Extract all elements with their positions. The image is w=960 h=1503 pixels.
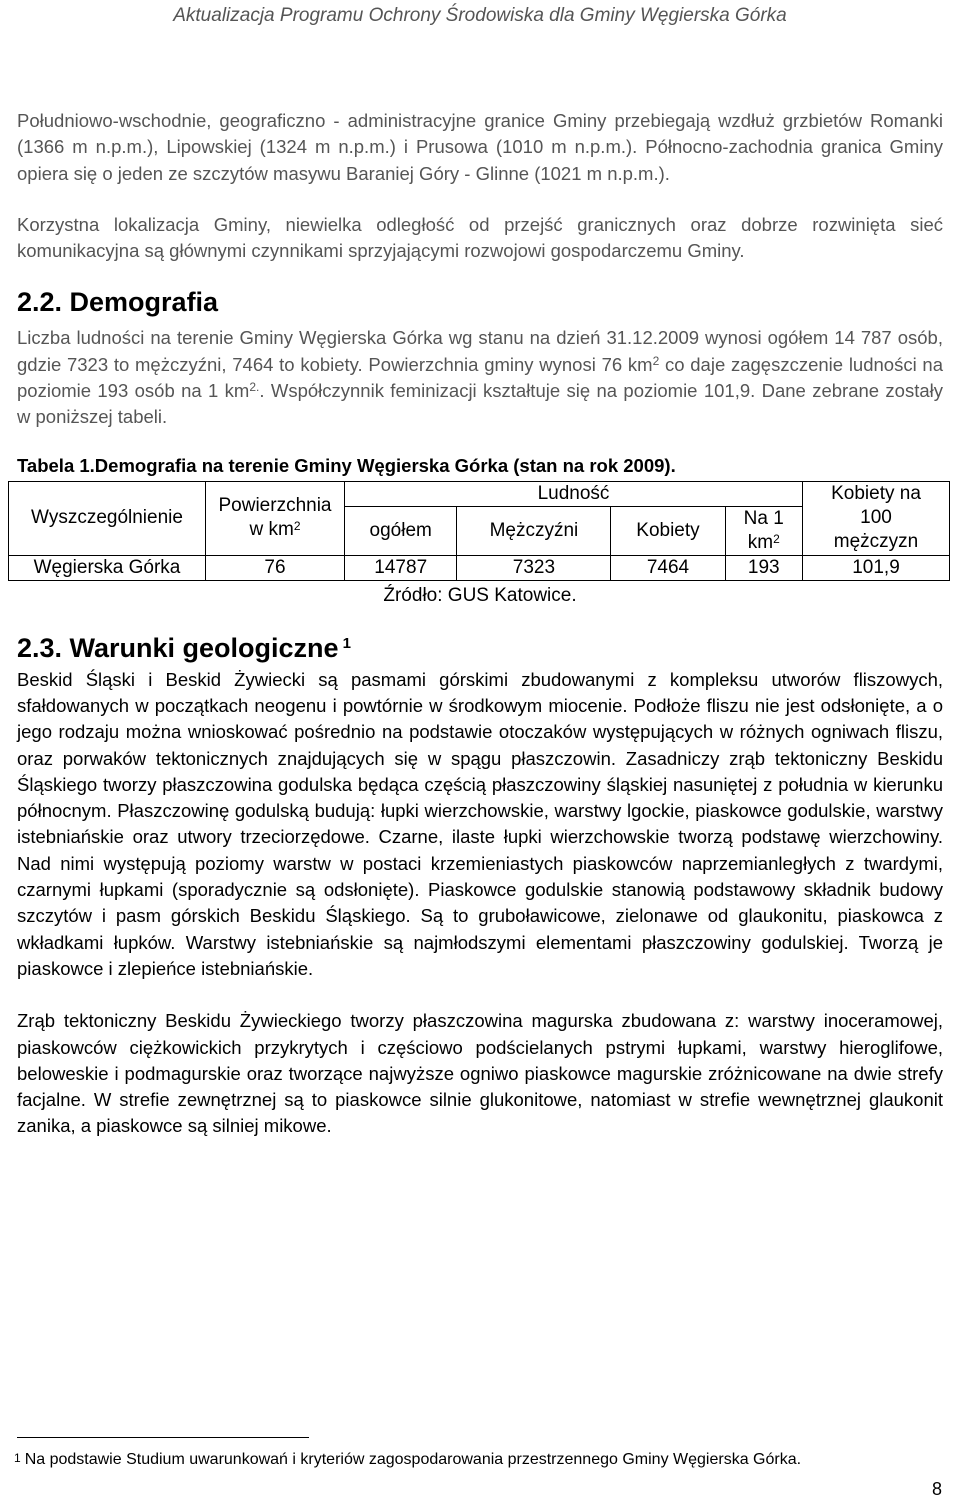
header-area-sup: 2 [293,519,301,534]
geologia-heading-text: 2.3. Warunki geologiczne [17,632,339,663]
header-population-group: Ludność [345,481,803,506]
paragraph-borders: Południowo-wschodnie, geograficzno - administracyjne granice Gminy przebiegają wzdłuż grzbietów Romanki (1366 m n.p.m.), Lipowskiej (1324 m n.p.m.) i Prusowa (1010 m n.p.m.). Północno-zachodnia granica Gminy opiera się o jeden ze szczytów masywu Baraniej Góry - Glinne (1021 m n.p.m.). [17,110,943,184]
footnote-number: 1 [14,1451,21,1465]
table-row [9,555,950,580]
header-feminization [803,481,950,555]
header-density-line2: km [747,531,774,553]
cell-total: 14787 [345,555,457,580]
demografia-text-part3: . Współczynnik feminizacji kształtuje się na poziomie 101,9. Dane zebrane zostały w poniższej tabeli. [17,380,943,428]
paragraph-geologia-2: Zrąb tektoniczny Beskidu Żywieckiego tworzy płaszczowina magurska zbudowana z: warstwy inoceramowej, piaskowców ciężkowickich przykrytych i częściowo podścielanych pstrymi łupkami, warstwy hieroglifowe, beloweskie i podmagurskie oraz tworzące najwyższe ogniwo piaskowce magurskie zróżnicowane na dwie strefy facjalne. W strefie zewnętrznej są to piaskowce silnie glukonitowe, natomiast w strefie wewnętrznej glaukonit zanika, a piaskowce są silniej mikowe. [17,1010,943,1137]
header-density-line1: Na 1 [743,507,784,529]
cell-density: 193 [725,555,803,580]
table-source: Źródło: GUS Katowice. [383,584,577,606]
header-men: Mężczyźni [457,506,611,555]
paragraph-geologia-1: Beskid Śląski i Beskid Żywiecki są pasmami górskimi zbudowanymi z kompleksu utworów fliszowych, sfałdowanych w początkach neogenu i powtórnie w środkowym miocenie. Podłoże fliszu nie jest odsłonięte, a o jego rodzaju można wnioskować pośrednio na podstawie otoczaków występujących w różnych ogniwach fliszu, oraz porwaków tektonicznych znajdujących się w spągu płaszczowin. Zasadniczy zrąb tektoniczny Beskidu Śląskiego tworzy płaszczowina godulska będąca częścią płaszczowiny śląskiej nasuniętej z południa w kierunku północnym. Płaszczowinę godulską budują: łupki wierzchowskie, warstwy lgockie, piaskowce godulskie, warstwy istebniańskie oraz utwory trzeciorzędowe. Czarne, ilaste łupki wierzchowskie tworzą podstawę wierzchowiny. Nad nimi występują poziomy warstw w postaci krzemieniastych piaskowców naprzemianległych z twardymi, czarnymi łupkami (sporadycznie są odsłonięte). Piaskowce godulskie stanowią podstawowy składnik budowy szczytów i pasm górskich Beskidu Śląskiego. Są to gruboławicowe, zielonawe od glaukonitu, piaskowca z wkładkami łupków. Warstwy istebniańskie są najmłodszymi elementami płaszczowiny godulskiej. Tworzą je piaskowce i zlepieńce istebniańskie. [17,668,943,979]
footnote-text: Na podstawie Studium uwarunkowań i kryteriów zagospodarowania przestrzennego Gminy Węgierska Górka. [24,1451,802,1468]
header-density [725,506,803,555]
footnote-separator [17,1437,309,1438]
header-feminization-line2: 100 [860,507,892,529]
header-area [206,481,345,555]
cell-feminization: 101,9 [803,555,950,580]
cell-men: 7323 [457,555,611,580]
running-header: Aktualizacja Programu Ochrony Środowiska dla Gminy Węgierska Górka [173,5,787,26]
header-row-label: Wyszczególnienie [9,481,206,555]
section-heading-demografia: 2.2. Demografia [17,287,219,318]
header-density-sup: 2 [773,531,780,546]
paragraph-demografia [17,325,943,430]
footnote-reference[interactable]: 1 [342,634,351,652]
demografia-text-part2: co daje zagęszczenie ludności na poziomie 193 osób na 1 km [17,353,944,402]
cell-name: Węgierska Górka [9,555,206,580]
table-caption: Tabela 1.Demografia na terenie Gminy Węgierska Górka (stan na rok 2009). [17,454,676,476]
header-area-line2: w km [249,519,294,541]
demografia-sup2: 2. [249,380,260,395]
demografia-sup1: 2 [652,353,660,368]
footnote [14,1449,801,1471]
cell-area: 76 [206,555,345,580]
cell-women: 7464 [611,555,725,580]
header-women: Kobiety [611,506,725,555]
demografia-text-part1: Liczba ludności na terenie Gminy Węgierska Górka wg stanu na dzień 31.12.2009 wynosi ogółem 14 787 osób, gdzie 7323 to mężczyźni, 7464 to kobiety. Powierzchnia gminy wynosi 76 km [17,327,943,375]
paragraph-location: Korzystna lokalizacja Gminy, niewielka odległość od przejść granicznych oraz dobrze rozwinięta sieć komunikacyjna są głównymi czynnikami sprzyjającymi rozwojowi gospodarczemu Gminy. [17,213,943,262]
table-header-row-1 [9,481,950,506]
page-content [17,108,943,1140]
header-total: ogółem [345,506,457,555]
section-heading-geologia [17,631,943,665]
header-feminization-line3: mężczyzn [833,531,919,553]
header-area-line1: Powierzchnia [218,495,332,517]
demography-table [8,481,950,581]
page-number: 8 [931,1479,942,1499]
header-feminization-line1: Kobiety na [831,483,921,505]
